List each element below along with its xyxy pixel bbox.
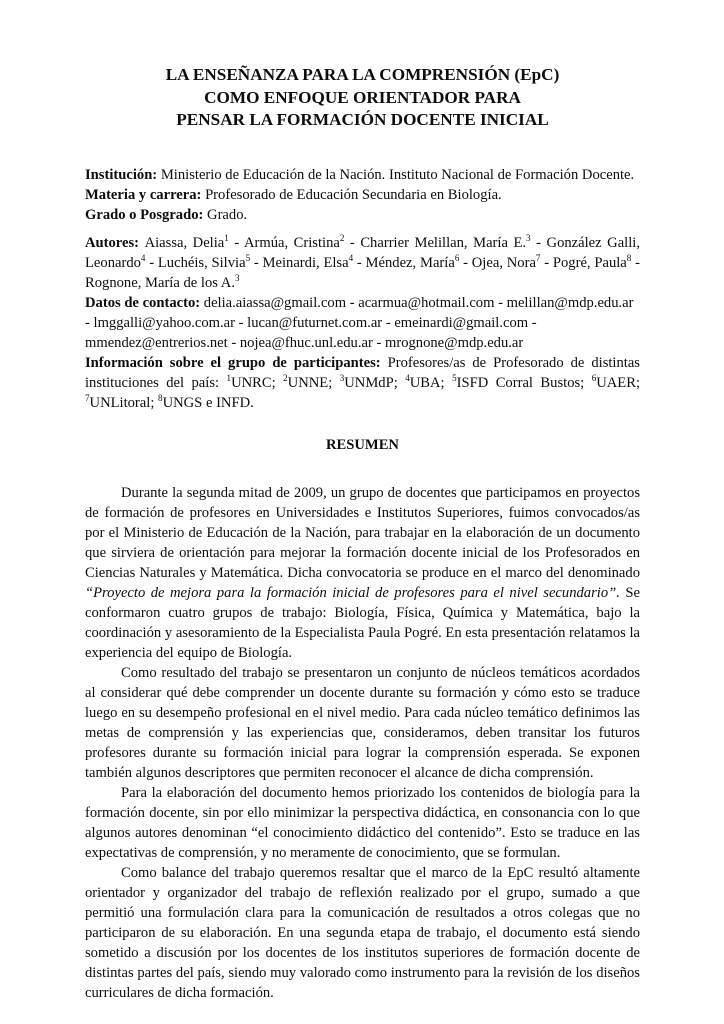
institution-line: Institución: Ministerio de Educación de la Nación. Instituto Nacional de Formación Docente. [85, 166, 635, 183]
abstract-paragraph-2: Como resultado del trabajo se presentaron un conjunto de núcleos temáticos acordados al considerar qué debe comprender un docente durante su formación y cómo esto se traduce luego en su desempeño profesional en el nivel medio. Para cada núcleo temático definimos las metas de comprensión y las experiencias que, consideramos, deben transitar los futuros profesores durante su formación inicial para lograr la comprensión esperada. Se exponen también algunos descriptores que permiten reconocer el alcance de dicha comprensión. [85, 664, 640, 781]
authors-line: Autores: Aiassa, Delia$^1$ - Armúa, Cristina$^2$ - Charrier Melillan, María E.$^3$ - González Galli, Leonardo$^4$ - Luchéis, Silvia$^5$ - Meinardi, Elsa$^4$ - Méndez, María$^6$ - Ojea, Nora$^7$ - Pogré, Paula$^8$ - Rognone, María de los A.$^3$ [85, 232, 640, 291]
abstract-paragraph-3: Para la elaboración del documento hemos priorizado los contenidos de biología para la formación docente, sin por ello minimizar la perspectiva didáctica, en consonancia con lo que algunos autores denominan “el conocimiento didáctico del contenido”. Esto se traduce en las expectativas de comprensión, y no meramente de conocimiento, que se formulan. [85, 784, 640, 861]
abstract-paragraph-1: Durante la segunda mitad de 2009, un grupo de docentes que participamos en proyectos de formación de profesores en Universidades e Institutos Superiores, fuimos convocados/as por el Ministerio de Educación de la Nación, para trabajar en la elaboración de un documento que sirviera de orientación para mejorar la formación docente inicial de los Profesorados en Ciencias Naturales y Matemática. Dicha convocatoria se produce en el marco del denominado “Proyecto de mejora para la formación inicial de profesores para el nivel secundario”. Se conformaron cuatro grupos de trabajo: Biología, Física, Química y Matemática, bajo la coordinación y asesoramiento de la Especialista Paula Pogré. En esta presentación relatamos la experiencia del equipo de Biología. [85, 484, 640, 661]
metadata-block [85, 165, 640, 225]
abstract-heading: RESUMEN [326, 436, 399, 453]
contact-emails-line: Datos de contacto: delia.aiassa@gmail.com - acarmua@hotmail.com - melillan@mdp.edu.ar - lmggalli@yahoo.com.ar - lucan@futurnet.com.ar - emeinardi@gmail.com - mmendez@entrerios.net - nojea@fhuc.unl.edu.ar - mrognone@mdp.edu.ar [85, 294, 634, 351]
authors-contact-block [85, 233, 640, 413]
page-title-line-1: LA ENSEÑANZA PARA LA COMPRENSIÓN (EpC) [165, 65, 560, 84]
degree-line: Grado o Posgrado: Grado. [85, 206, 248, 223]
page-title [85, 64, 640, 132]
participants-info-line: Información sobre el grupo de participantes: Profesores/as de Profesorado de distintas instituciones del país: $^1$UNRC; $^2$UNNE; $^3$UNMdP; $^4$UBA; $^5$ISFD Corral Bustos; $^6$UAER; $^7$UNLitoral; $^8$UNGS e INFD. [85, 354, 640, 411]
subject-career-line: Materia y carrera: Profesorado de Educación Secundaria en Biología. [85, 186, 502, 203]
abstract-body [85, 483, 640, 1003]
page-title-line-3: PENSAR LA FORMACIÓN DOCENTE INICIAL [176, 110, 549, 129]
page-title-line-2: COMO ENFOQUE ORIENTADOR PARA [204, 87, 521, 107]
abstract-paragraph-4: Como balance del trabajo queremos resaltar que el marco de la EpC resultó altamente orientador y organizador del trabajo de reflexión realizado por el grupo, sumado a que permitió una formulación clara para la comunicación de resultados a otros colegas que no participaron de su elaboración. En una segunda etapa de trabajo, el documento está siendo sometido a discusión por los docentes de los institutos superiores de formación docente de distintas partes del país, siendo muy valorado como instrumento para la revisión de los diseños curriculares de dicha formación. [85, 864, 640, 1001]
